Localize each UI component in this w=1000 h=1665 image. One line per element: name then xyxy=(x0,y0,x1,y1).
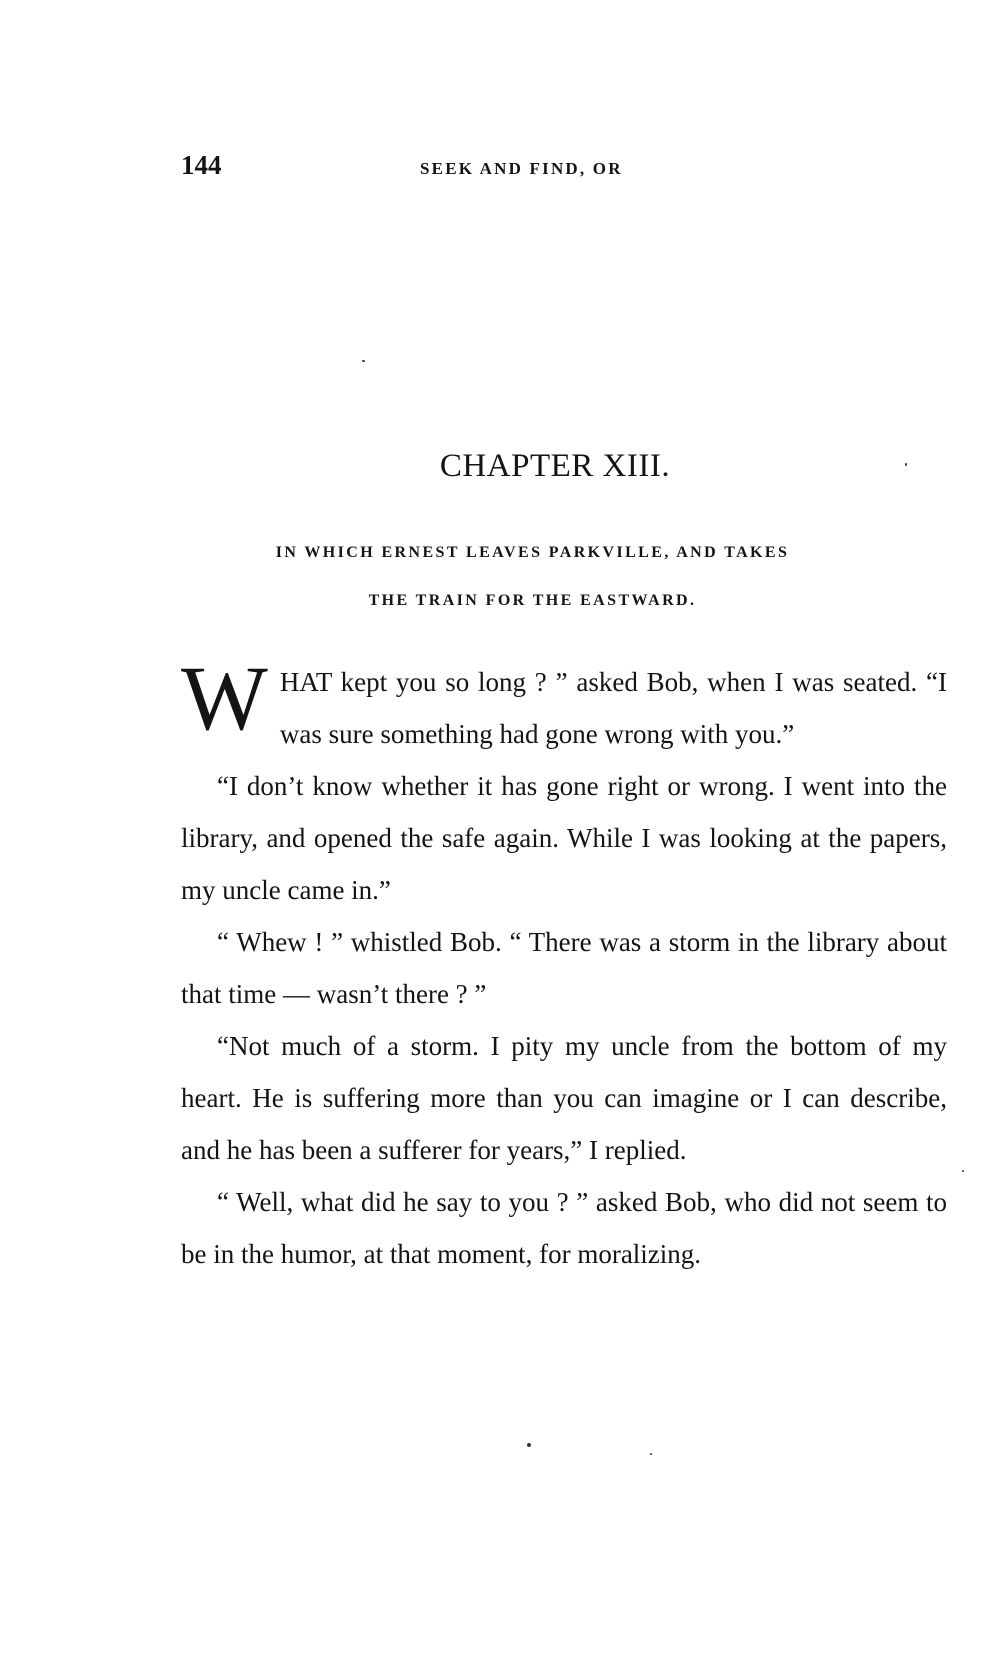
page-number: 144 xyxy=(181,150,222,180)
paragraph: “I don’t know whether it has gone right or wrong. I went into the library, and opened the safe again. While I was looking at the papers, my uncle came in.” xyxy=(181,771,947,905)
scan-speck xyxy=(527,1443,531,1447)
scan-speck xyxy=(962,1170,964,1172)
body-text xyxy=(181,647,947,1280)
scan-speck xyxy=(905,463,907,466)
paragraph xyxy=(181,647,947,760)
chapter-title: CHAPTER XIII. xyxy=(439,448,671,484)
scan-speck xyxy=(650,1453,652,1455)
scan-speck xyxy=(362,360,365,362)
running-head: SEEK AND FIND, OR xyxy=(420,159,623,178)
chapter-subtitle-line-1: IN WHICH ERNEST LEAVES PARKVILLE, AND TAKES xyxy=(275,544,790,561)
drop-cap: W xyxy=(181,647,268,749)
paragraph: “ Well, what did he say to you ? ” asked Bob, who did not seem to be in the humor, at that moment, for moralizing. xyxy=(181,1187,947,1269)
chapter-subtitle-line-2: THE TRAIN FOR THE EASTWARD. xyxy=(368,592,697,609)
paragraph: “Not much of a storm. I pity my uncle from the bottom of my heart. He is suffering more than you can imagine or I can describe, and he has been a sufferer for years,” I replied. xyxy=(181,1031,947,1165)
paragraph-text: HAT kept you so long ? ” asked Bob, when I was seated. “I was sure something had gone wrong with you.” xyxy=(279,667,947,749)
paragraph: “ Whew ! ” whistled Bob. “ There was a storm in the library about that time — wasn’t there ? ” xyxy=(181,927,947,1009)
